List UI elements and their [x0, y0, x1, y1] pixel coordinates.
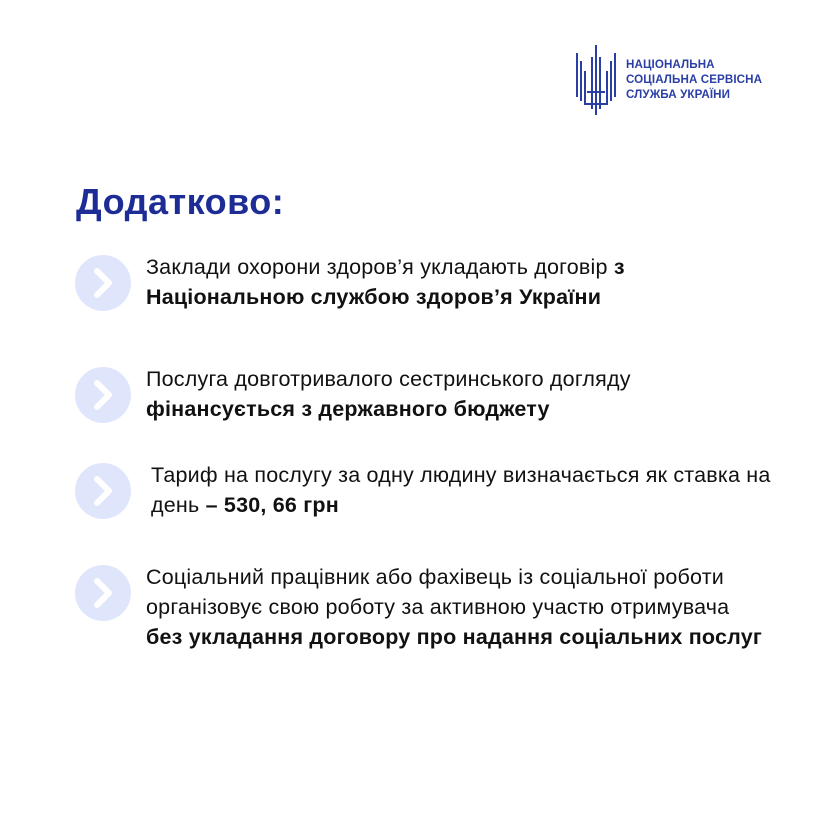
item-text-bold: без укладання договору про надання соціальних послуг: [146, 625, 763, 649]
logo-line-3: СЛУЖБА УКРАЇНИ: [626, 88, 731, 101]
logo-line-1: НАЦІОНАЛЬНА: [626, 58, 715, 71]
chevron-right-icon: [74, 462, 132, 520]
item-text: [151, 460, 771, 520]
item-text-regular: Соціальний працівник або фахівець із соціальної роботи організовує свою роботу за активною участю отримувача: [146, 565, 730, 619]
item-text: [146, 364, 766, 424]
chevron-right-icon: [74, 564, 132, 622]
item-text-regular: Послуга довготривалого сестринського догляду: [146, 367, 631, 391]
trident-icon: [574, 44, 618, 116]
logo-text: [626, 57, 794, 102]
item-text-regular: Тариф на послугу за одну людину визначається як ставка на день: [151, 463, 771, 517]
item-text-bold: з Національною службою здоров’я України: [146, 255, 625, 309]
item-text-regular: Заклади охорони здоров’я укладають договір: [146, 255, 608, 279]
logo-line-2: СОЦІАЛЬНА СЕРВІСНА: [626, 73, 763, 86]
page-title: Додатково:: [76, 181, 285, 222]
item-text: [146, 252, 766, 312]
chevron-right-icon: [74, 366, 132, 424]
chevron-right-icon: [74, 254, 132, 312]
item-text-bold: – 530, 66 грн: [205, 493, 339, 517]
nssu-logo: [574, 44, 794, 116]
item-text-bold: фінансується з державного бюджету: [146, 397, 550, 421]
item-text: [146, 562, 766, 652]
